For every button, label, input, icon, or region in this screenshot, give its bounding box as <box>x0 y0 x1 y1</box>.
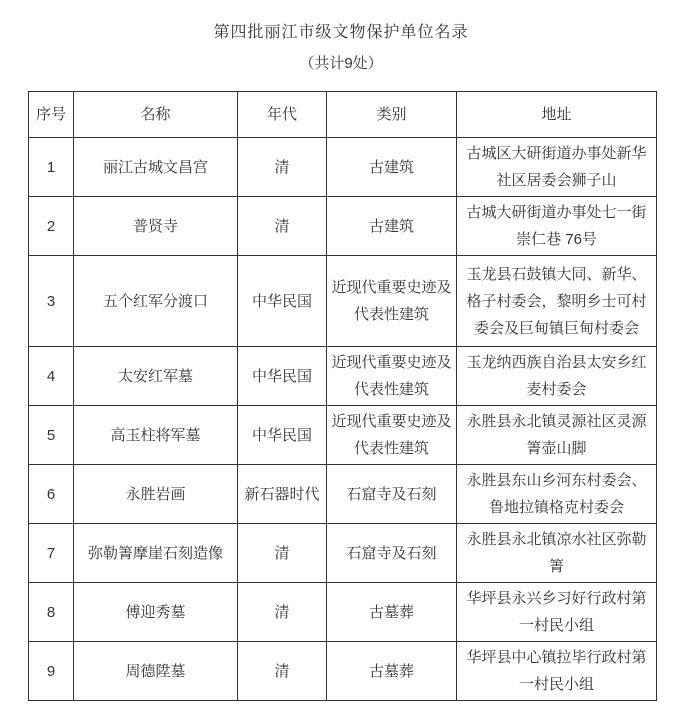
cell-address: 古城区大研街道办事处新华社区居委会狮子山 <box>457 138 657 197</box>
cell-address: 华坪县中心镇拉毕行政村第一村民小组 <box>457 642 657 701</box>
cell-address: 玉龙县石鼓镇大同、新华、格子村委会，黎明乡士可村委会及巨甸镇巨甸村委会 <box>457 256 657 347</box>
cell-era: 清 <box>238 524 327 583</box>
cell-no: 4 <box>29 347 74 406</box>
cell-address: 永胜县永北镇灵源社区灵源箐壶山脚 <box>457 406 657 465</box>
header-cell-era: 年代 <box>238 92 327 138</box>
cell-era: 新石器时代 <box>238 465 327 524</box>
cell-address: 华坪县永兴乡习好行政村第一村民小组 <box>457 583 657 642</box>
header-cell-name: 名称 <box>74 92 238 138</box>
cell-name: 弥勒箐摩崖石刻造像 <box>74 524 238 583</box>
cell-category: 近现代重要史迹及代表性建筑 <box>327 347 457 406</box>
cell-category: 古建筑 <box>327 197 457 256</box>
cell-no: 5 <box>29 406 74 465</box>
table-row <box>29 524 657 583</box>
header-cell-address: 地址 <box>457 92 657 138</box>
table-row <box>29 197 657 256</box>
cell-no: 1 <box>29 138 74 197</box>
cell-address: 永胜县永北镇凉水社区弥勒箐 <box>457 524 657 583</box>
cell-category: 古建筑 <box>327 138 457 197</box>
cell-name: 周德陞墓 <box>74 642 238 701</box>
cell-address: 古城大研街道办事处七一街崇仁巷 76号 <box>457 197 657 256</box>
cell-era: 清 <box>238 197 327 256</box>
cell-category: 近现代重要史迹及代表性建筑 <box>327 256 457 347</box>
cell-category: 古墓葬 <box>327 642 457 701</box>
header-cell-no: 序号 <box>29 92 74 138</box>
cell-category: 古墓葬 <box>327 583 457 642</box>
table-row <box>29 406 657 465</box>
cell-era: 中华民国 <box>238 256 327 347</box>
header-row <box>29 92 657 138</box>
cell-name: 丽江古城文昌宫 <box>74 138 238 197</box>
cell-no: 2 <box>29 197 74 256</box>
cell-no: 3 <box>29 256 74 347</box>
cell-era: 中华民国 <box>238 347 327 406</box>
page-subtitle: （共计9处） <box>299 55 383 72</box>
cell-no: 6 <box>29 465 74 524</box>
cell-era: 清 <box>238 583 327 642</box>
page-title: 第四批丽江市级文物保护单位名录 <box>213 24 469 41</box>
cell-no: 9 <box>29 642 74 701</box>
cell-name: 永胜岩画 <box>74 465 238 524</box>
heritage-table <box>28 91 657 701</box>
cell-category: 石窟寺及石刻 <box>327 465 457 524</box>
cell-name: 傅迎秀墓 <box>74 583 238 642</box>
cell-era: 清 <box>238 138 327 197</box>
table-row <box>29 256 657 347</box>
cell-address: 永胜县东山乡河东村委会、鲁地拉镇格克村委会 <box>457 465 657 524</box>
cell-name: 普贤寺 <box>74 197 238 256</box>
cell-name: 太安红军墓 <box>74 347 238 406</box>
cell-address: 玉龙纳西族自治县太安乡红麦村委会 <box>457 347 657 406</box>
table-row <box>29 465 657 524</box>
cell-category: 石窟寺及石刻 <box>327 524 457 583</box>
cell-no: 8 <box>29 583 74 642</box>
cell-era: 清 <box>238 642 327 701</box>
cell-category: 近现代重要史迹及代表性建筑 <box>327 406 457 465</box>
cell-no: 7 <box>29 524 74 583</box>
cell-name: 高玉柱将军墓 <box>74 406 238 465</box>
table-row <box>29 642 657 701</box>
header-cell-category: 类别 <box>327 92 457 138</box>
cell-name: 五个红军分渡口 <box>74 256 238 347</box>
table-row <box>29 138 657 197</box>
cell-era: 中华民国 <box>238 406 327 465</box>
table-row <box>29 347 657 406</box>
table-row <box>29 583 657 642</box>
